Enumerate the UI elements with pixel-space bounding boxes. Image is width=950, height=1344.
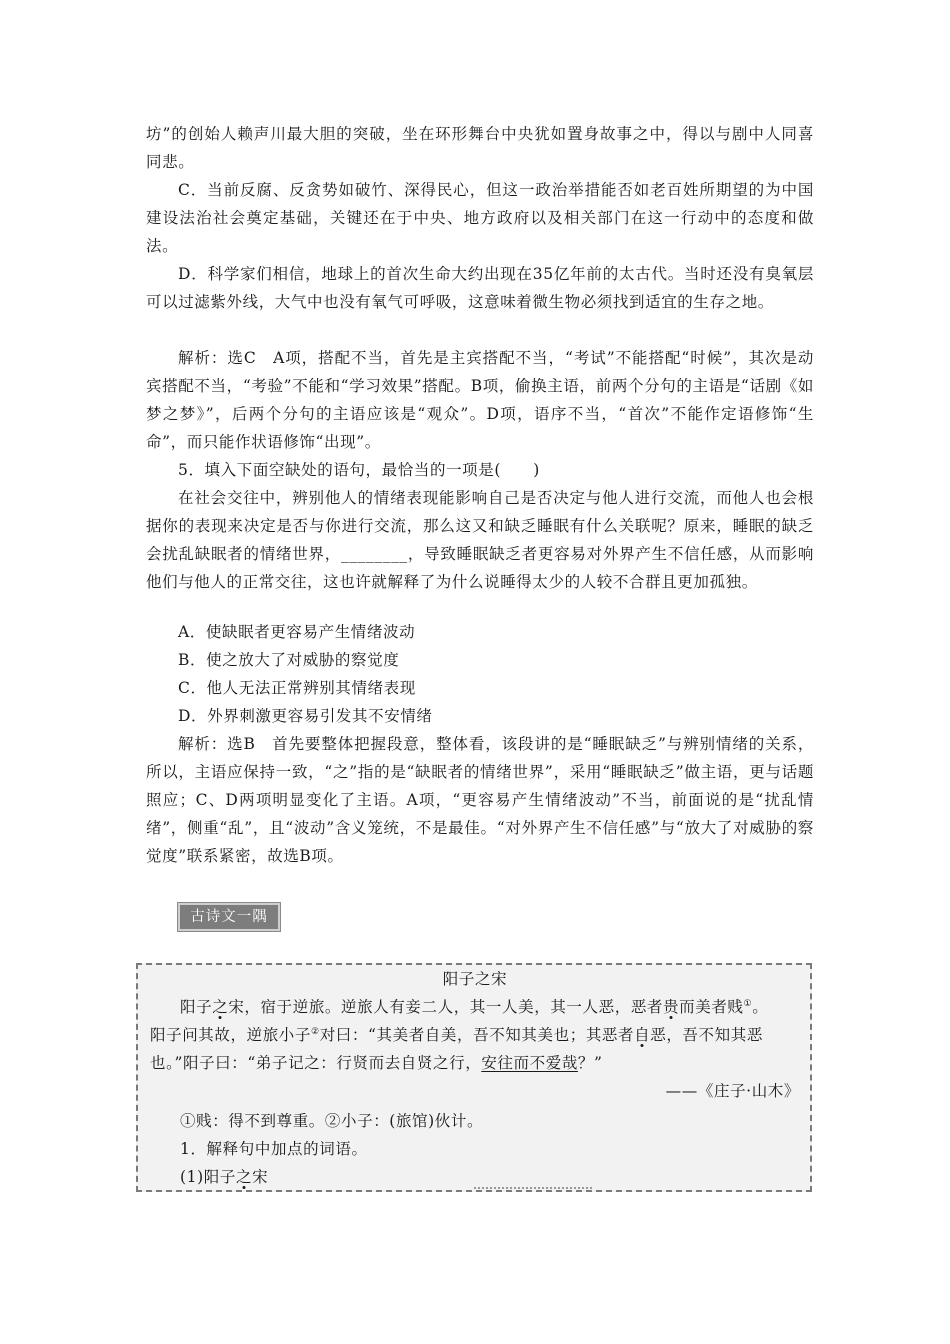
option-c: C．他人无法正常辨别其情绪表现 xyxy=(178,679,416,697)
footnote-marker: ② xyxy=(311,1026,320,1037)
question-5-passage: 在社会交往中，辨别他人的情绪表现能影响自己是否决定与他人进行交流，而他人也会根据你的表现来决定是否与你进行交流，那么这又和缺乏睡眠有什么关联呢？原来，睡眠的缺乏会扰乱缺眠者的情绪世界，________，导致睡眠缺乏者更容易对外界产生不信任感，从而影响他们与他人的正常交往，这也许就解释了为什么说睡得太少的人较不合群且更加孤独。 xyxy=(146,489,814,591)
passage-line-3 xyxy=(150,1049,800,1077)
passage-text: (1)阳子 xyxy=(180,1168,236,1186)
question-5-stem: 5．填入下面空缺处的语句，最恰当的一项是( ) xyxy=(178,461,540,479)
answer-dotted-rule xyxy=(474,1187,592,1189)
passage-text: 宋，宿于逆旅。逆旅人有妾二人，其一人美，其一人恶，恶者 xyxy=(228,998,664,1016)
underlined-sentence: 安往而不爱哉 xyxy=(481,1054,578,1072)
dotted-word: 之 xyxy=(235,1168,253,1186)
option-b: B．使之放大了对威胁的察觉度 xyxy=(178,651,400,669)
analysis-question-4: 解析：选C A项，搭配不当，首先是主宾搭配不当，“考试”不能搭配“时候”，其次是动宾搭配不当，“考验”不能和“学习效果”搭配。B项，偷换主语，前两个分句的主语是“话剧《如梦之梦》”，后两个分句的主语应该是“观众”。D项，语序不当，“首次”不能作定语修饰“生命”，而只能作状语修饰“出现”。 xyxy=(146,349,814,451)
question-1-stem: 1．解释句中加点的词语。 xyxy=(180,1140,368,1158)
passage-title: 阳子之宋 xyxy=(442,970,508,988)
option-c-sentence: C．当前反腐、反贪势如破竹、深得民心，但这一政治举措能否如老百姓所期望的为中国建设法治社会奠定基础，关键还在于中央、地方政府以及相关部门在这一行动中的态度和做法。 xyxy=(146,181,814,255)
analysis-question-5: 解析：选B 首先要整体把握段意，整体看，该段讲的是“睡眠缺乏”与辨别情绪的关系，所以，主语应保持一致，“之”指的是“缺眠者的情绪世界”，采用“睡眠缺乏”做主语，更与话题照应；C、D两项明显变化了主语。A项，“更容易产生情绪波动”不当，前面说的是“扰乱情绪”，侧重“乱”，且“波动”含义笼统，不是最佳。“对外界产生不信任感”与“放大了对威胁的察觉度”联系紧密，故选B项。 xyxy=(146,735,814,865)
dotted-word: 自 xyxy=(634,1026,651,1044)
option-d-sentence: D．科学家们相信，地球上的首次生命大约出现在35亿年前的太古代。当时还没有臭氧层可以过滤紫外线，大气中也没有氧气可呼吸，这意味着微生物必须找到适宜的生存之地。 xyxy=(146,265,814,311)
classical-passage-box xyxy=(136,963,812,1192)
passage-line-2 xyxy=(150,1021,800,1049)
section-tag: 古诗文一隅 xyxy=(178,903,280,931)
passage-text: 阳子问其故，逆旅小子 xyxy=(150,1026,312,1044)
option-d: D．外界刺激更容易引发其不安情绪 xyxy=(178,707,433,725)
passage-text: 宋 xyxy=(252,1168,269,1186)
dotted-word: 贵 xyxy=(663,998,680,1016)
passage-line-1 xyxy=(150,993,800,1021)
passage-text: ？” xyxy=(577,1054,603,1072)
option-a: A．使缺眠者更容易产生情绪波动 xyxy=(178,623,416,641)
passage-text: 对曰：“其美者自美，吾不知其美也；其恶者 xyxy=(319,1026,635,1044)
passage-text: 恶，吾不知其恶 xyxy=(650,1026,763,1044)
passage-text: 。 xyxy=(752,998,769,1016)
passage-text: 也。”阳子曰：“弟子记之：行贤而去自贤之行， xyxy=(150,1054,482,1072)
passage-notes: ①贱：得不到尊重。②小子：(旅馆)伙计。 xyxy=(180,1112,484,1130)
paragraph-continuation: 坊”的创始人赖声川最大胆的突破，坐在环形舞台中央犹如置身故事之中，得以与剧中人同喜同悲。 xyxy=(146,125,814,171)
dotted-word: 之 xyxy=(212,998,229,1016)
passage-source: ——《庄子·山木》 xyxy=(665,1082,800,1100)
passage-text: 而美者贱 xyxy=(679,998,744,1016)
passage-text: 阳子 xyxy=(180,998,213,1016)
footnote-marker: ① xyxy=(743,998,753,1009)
